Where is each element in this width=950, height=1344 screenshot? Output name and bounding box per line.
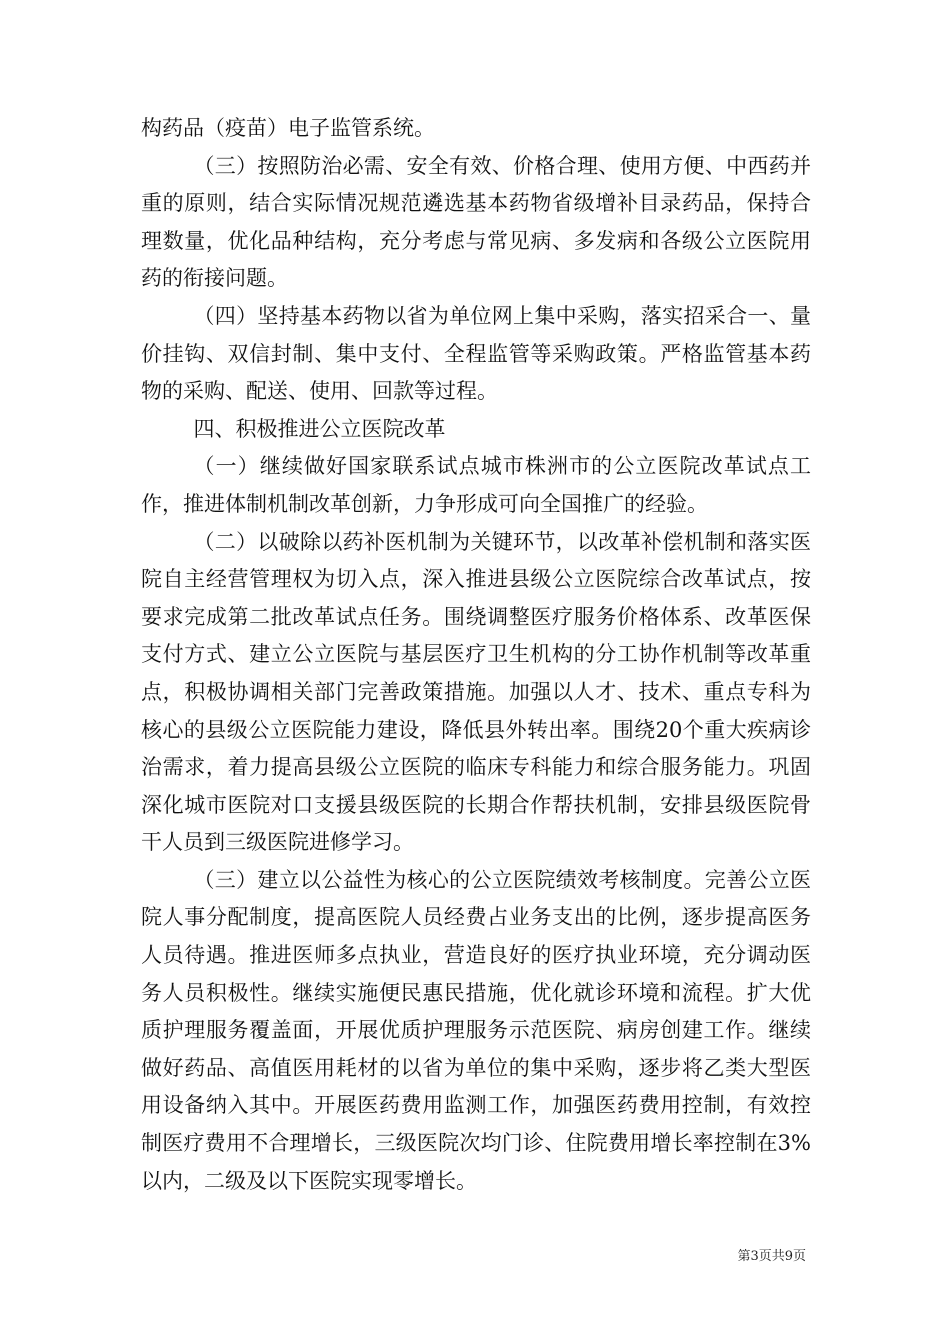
paragraph-subitem-3: （三）建立以公益性为核心的公立医院绩效考核制度。完善公立医院人事分配制度，提高医院人员经费占业务支出的比例，逐步提高医务人员待遇。推进医师多点执业，营造良好的医疗执业环境，充分调动医务人员积极性。继续实施便民惠民措施，优化就诊环境和流程。扩大优质护理服务覆盖面，开展优质护理服务示范医院、病房创建工作。继续做好药品、高值医用耗材的以省为单位的集中采购，逐步将乙类大型医用设备纳入其中。开展医药费用监测工作，加强医药费用控制，有效控制医疗费用不合理增长，三级医院次均门诊、住院费用增长率控制在3%以内，二级及以下医院实现零增长。: [141, 867, 811, 1193]
paragraph-subitem-1: （一）继续做好国家联系试点城市株洲市的公立医院改革试点工作，推进体制机制改革创新，力争形成可向全国推广的经验。: [141, 454, 811, 516]
section-heading-4: 四、积极推进公立医院改革: [193, 416, 446, 441]
paragraph-continuation: 构药品（疫苗）电子监管系统。: [141, 116, 435, 140]
paragraph-subitem-2: （二）以破除以药补医机制为关键环节，以改革补偿机制和落实医院自主经营管理权为切入点，深入推进县级公立医院综合改革试点，按要求完成第二批改革试点任务。围绕调整医疗服务价格体系、改革医保支付方式、建立公立医院与基层医疗卫生机构的分工协作机制等改革重点，积极协调相关部门完善政策措施。加强以人才、技术、重点专科为核心的县级公立医院能力建设，降低县外转出率。围绕20个重大疾病诊治需求，着力提高县级公立医院的临床专科能力和综合服务能力。巩固深化城市医院对口支援县级医院的长期合作帮扶机制，安排县级医院骨干人员到三级医院进修学习。: [141, 529, 811, 855]
paragraph-item-3: （三）按照防治必需、安全有效、价格合理、使用方便、中西药并重的原则，结合实际情况规范遴选基本药物省级增补目录药品，保持合理数量，优化品种结构，充分考虑与常见病、多发病和各级公立医院用药的衔接问题。: [141, 153, 811, 291]
document-body: [141, 110, 811, 1200]
paragraph-item-4: （四）坚持基本药物以省为单位网上集中采购，落实招采合一、量价挂钩、双信封制、集中支付、全程监管等采购政策。严格监管基本药物的采购、配送、使用、回款等过程。: [141, 303, 811, 404]
page-number-footer: 第3页共9页: [737, 1249, 806, 1264]
